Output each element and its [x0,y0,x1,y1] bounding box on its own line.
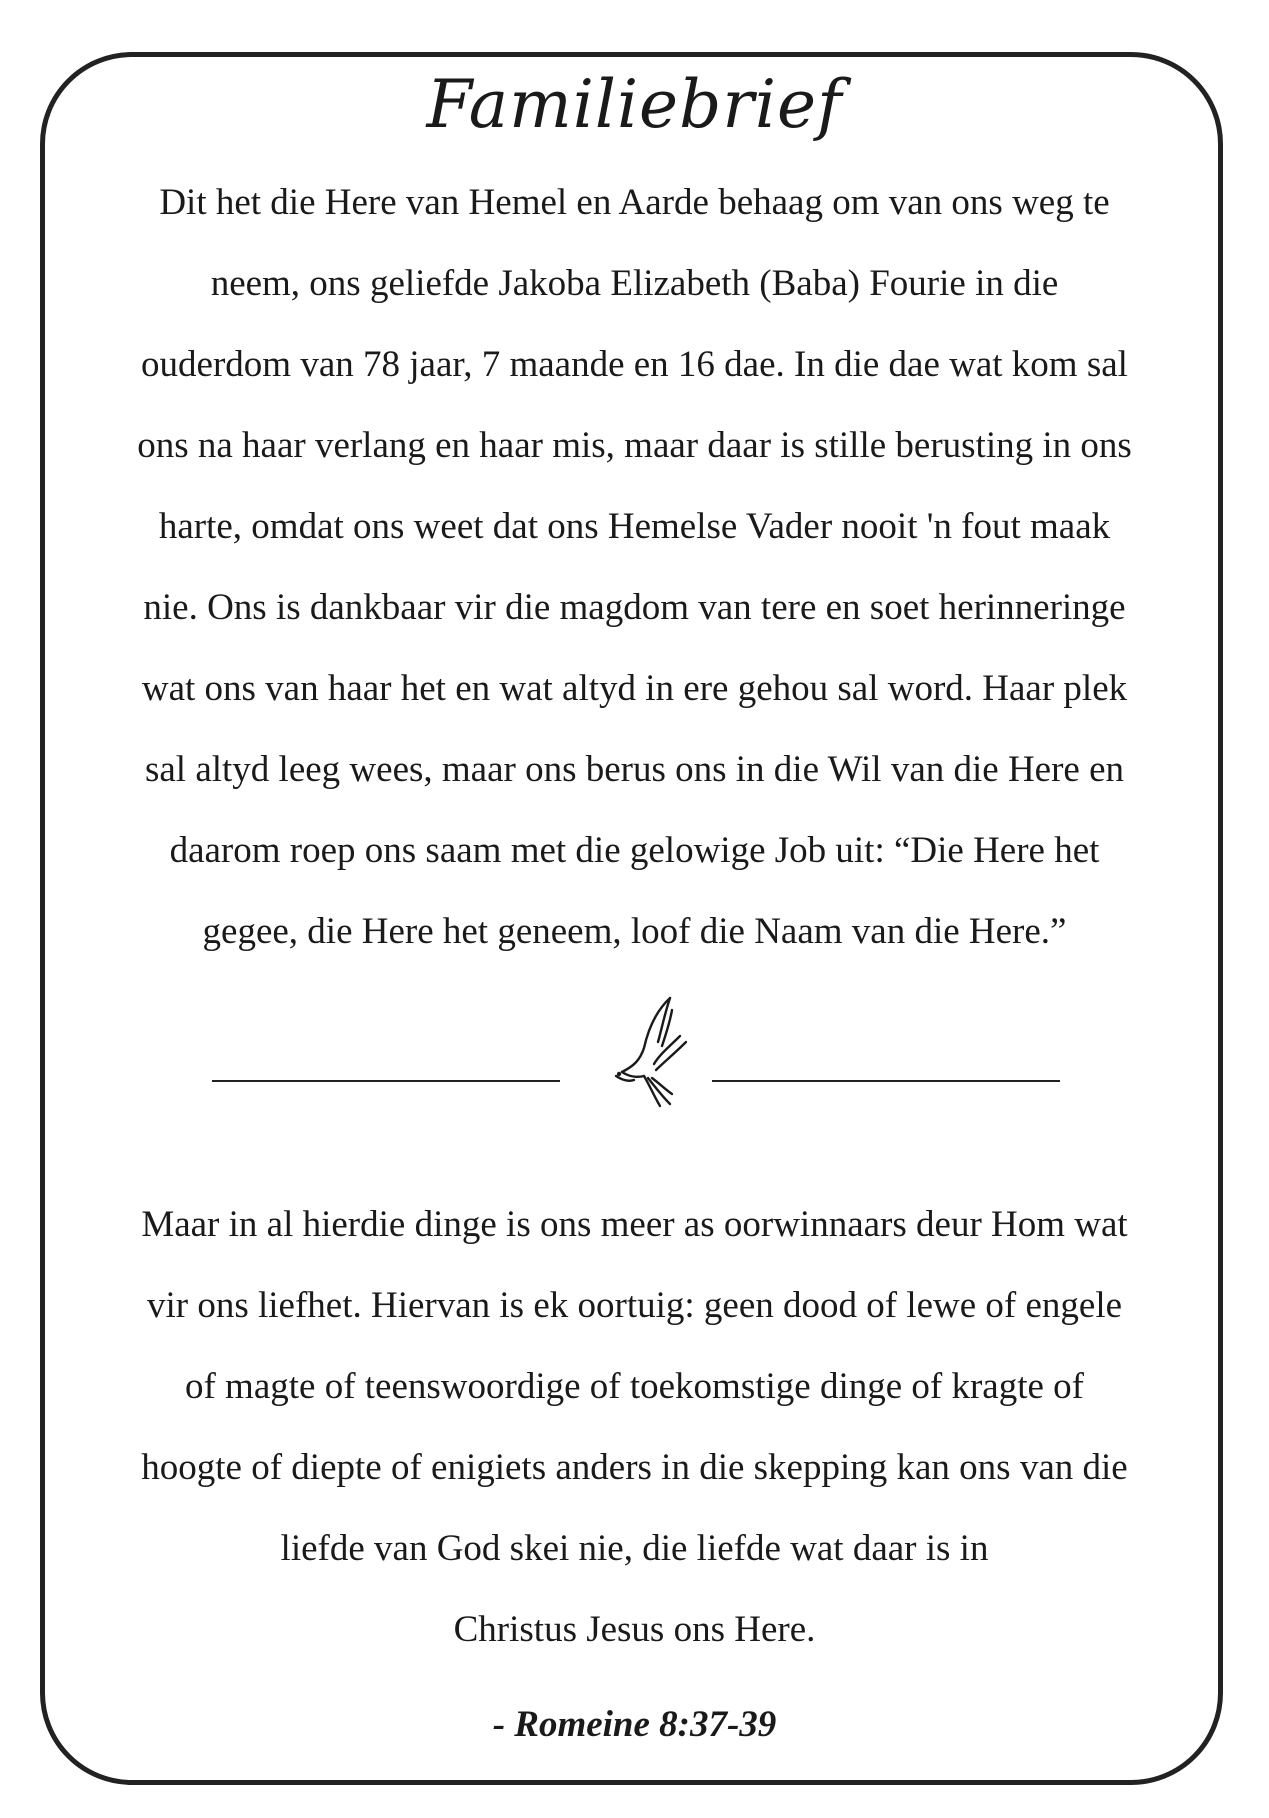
text-line: ouderdom van 78 jaar, 7 maande en 16 dae. In die dae wat kom sal [141,344,1128,385]
divider-right [712,1080,1060,1082]
text-line: harte, omdat ons weet dat ons Hemelse Vader nooit 'n fout maak [158,506,1111,547]
text-line: Christus Jesus ons Here. [453,1609,816,1650]
document-title: Familiebrief [426,66,843,143]
text-line: sal altyd leeg wees, maar ons berus ons in die Wil van die Here en [144,749,1125,790]
divider-left [212,1080,560,1082]
text-line: neem, ons geliefde Jakoba Elizabeth (Baba) Fourie in die [210,263,1059,304]
text-line: ons na haar verlang en haar mis, maar daar is stille berusting in ons [137,425,1132,466]
text-line: vir ons liefhet. Hiervan is ek oortuig: geen dood of lewe of engele [146,1285,1123,1326]
text-line: hoogte of diepte of enigiets anders in die skepping kan ons van die [141,1447,1128,1488]
text-line: nie. Ons is dankbaar vir die magdom van tere en soet herinneringe [143,587,1126,628]
text-line: Dit het die Here van Hemel en Aarde behaag om van ons weg te [159,182,1110,223]
text-line: gegee, die Here het geneem, loof die Naam van die Here.” [202,911,1067,952]
scripture-paragraph [70,1184,1199,1670]
text-line: of magte of teenswoordige of toekomstige dinge of kragte of [184,1366,1085,1407]
text-line: wat ons van haar het en wat altyd in ere gehou sal word. Haar plek [141,668,1128,709]
letter-paragraph [70,162,1199,972]
text-line: liefde van God skei nie, die liefde wat daar is in [280,1528,989,1569]
text-line: Maar in al hierdie dinge is ons meer as oorwinnaars deur Hom wat [141,1204,1128,1245]
text-line: daarom roep ons saam met die gelowige Job uit: “Die Here het [169,830,1100,871]
dove-icon [600,990,700,1120]
scripture-citation: - Romeine 8:37-39 [492,1704,777,1745]
